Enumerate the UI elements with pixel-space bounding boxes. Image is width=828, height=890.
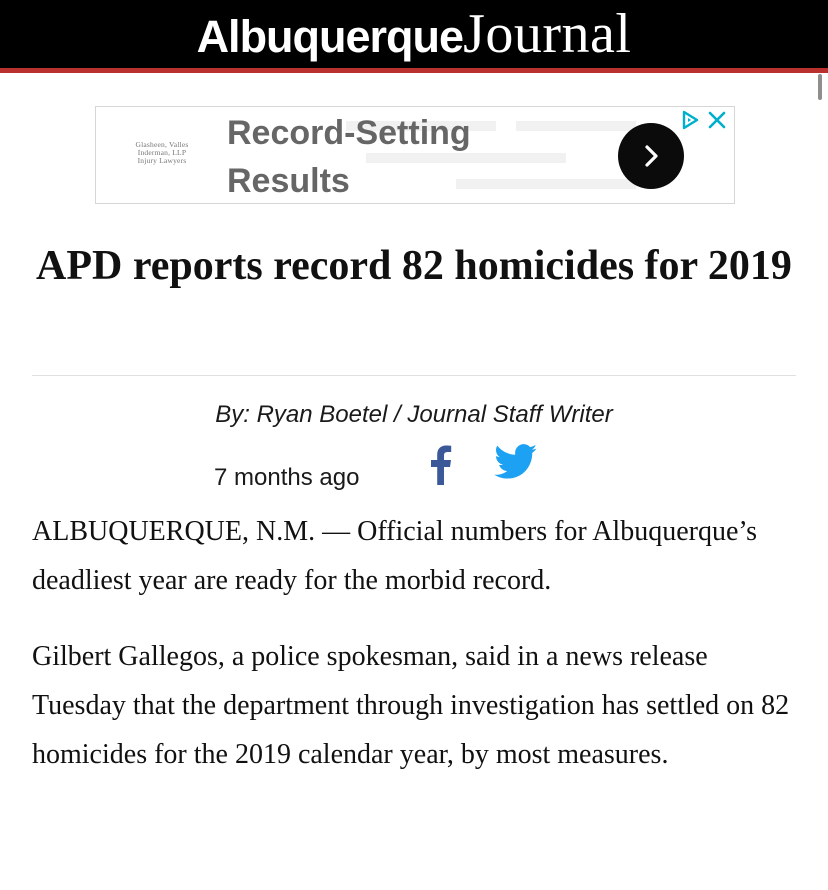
facebook-icon[interactable]: [427, 443, 453, 485]
article-headline: APD reports record 82 homicides for 2019: [36, 243, 792, 289]
ad-cta-button[interactable]: [618, 123, 684, 189]
article-paragraph: ALBUQUERQUE, N.M. — Official numbers for Albuquerque’s deadliest year are ready for the morbid record.: [32, 516, 758, 596]
article-body: [32, 507, 802, 806]
logo-wordmark-journal: Journal: [463, 3, 632, 65]
masthead: [0, 0, 828, 73]
ad-sponsor-logo: [106, 141, 218, 165]
site-logo[interactable]: [0, 2, 828, 66]
article-byline: By: Ryan Boetel / Journal Staff Writer: [215, 401, 613, 428]
twitter-bird-glyph: [494, 444, 538, 480]
scrollbar[interactable]: [818, 74, 822, 100]
facebook-glyph: [427, 443, 453, 485]
close-icon[interactable]: [705, 108, 729, 132]
ad-logo-line: Inderman, LLP: [137, 148, 187, 157]
logo-wordmark-albuquerque: Albuquerque: [196, 11, 464, 62]
adchoices-icon[interactable]: [678, 108, 702, 132]
adchoices-triangle: [678, 108, 702, 132]
twitter-icon[interactable]: [494, 444, 538, 480]
ad-logo-line: Injury Lawyers: [137, 156, 187, 165]
ad-logo-line: Glasheen, Valles: [135, 140, 189, 149]
ad-banner[interactable]: [95, 106, 735, 204]
ad-headline[interactable]: Record-Setting Results: [227, 114, 471, 200]
article-paragraph: Gilbert Gallegos, a police spokesman, said in a news release Tuesday that the department through investigation has settled on 82 homicides for the 2019 calendar year, by most measures.: [32, 641, 790, 770]
article-timestamp: 7 months ago: [214, 464, 360, 491]
close-cross: [705, 108, 729, 132]
chevron-right-icon: [636, 141, 666, 171]
divider: [32, 375, 796, 376]
